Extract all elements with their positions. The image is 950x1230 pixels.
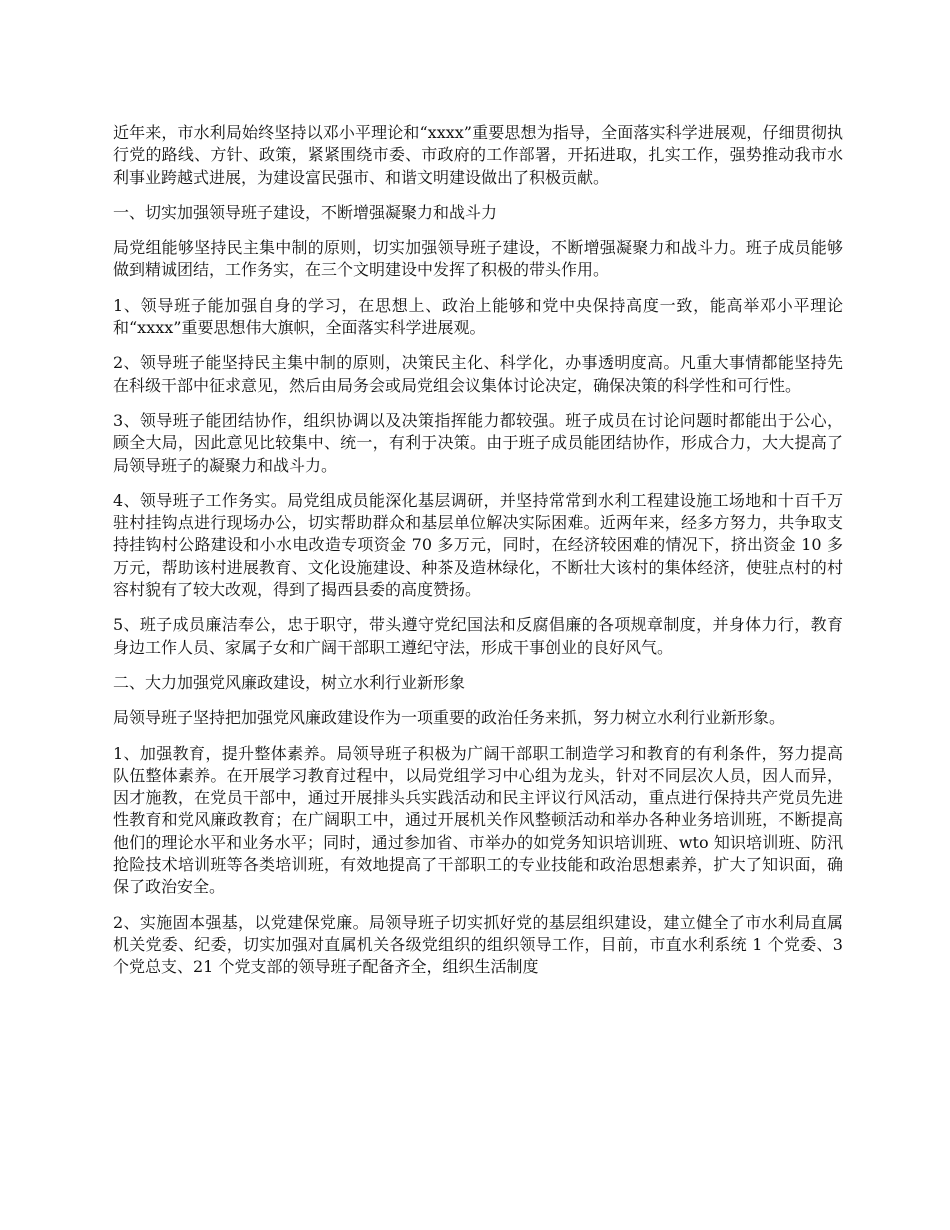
- section-1-item-4: 4、领导班子工作务实。局党组成员能深化基层调研，并坚持常常到水利工程建设施工场地和十百千万驻村挂钩点进行现场办公，切实帮助群众和基层单位解决实际困难。近两年来，经多方努力，共争取支持挂钩村公路建设和小水电改造专项资金 70 多万元，同时，在经济较困难的情况下，挤出资金 10 多万元，帮助该村进展教育、文化设施建设、种茶及造林绿化，不断壮大该村的集体经济，使驻点村的村容村貌有了较大改观，得到了揭西县委的高度赞扬。: [113, 490, 843, 600]
- section-2-intro: 局领导班子坚持把加强党风廉政建设作为一项重要的政治任务来抓，努力树立水利行业新形象。: [113, 708, 786, 728]
- section-1-intro: 局党组能够坚持民主集中制的原则，切实加强领导班子建设，不断增强凝聚力和战斗力。班子成员能够做到精诚团结，工作务实，在三个文明建设中发挥了积极的带头作用。: [113, 238, 843, 280]
- section-1-item-1: 1、领导班子能加强自身的学习，在思想上、政治上能够和党中央保持高度一致，能高举邓小平理论和“xxxx”重要思想伟大旗帜，全面落实科学进展观。: [113, 295, 843, 338]
- intro-paragraph: 近年来，市水利局始终坚持以邓小平理论和“xxxx”重要思想为指导，全面落实科学进展观，仔细贯彻执行党的路线、方针、政策，紧紧围绕市委、市政府的工作部署，开拓进取，扎实工作，强势推动我市水利事业跨越式进展，为建设富民强市、和谐文明建设做出了积极贡献。: [113, 123, 843, 187]
- section-1-item-5: 5、班子成员廉洁奉公，忠于职守，带头遵守党纪国法和反腐倡廉的各项规章制度，并身体力行，教育身边工作人员、家属子女和广阔干部职工遵纪守法，形成干事创业的良好风气。: [113, 615, 843, 657]
- section-1-item-2: 2、领导班子能坚持民主集中制的原则，决策民主化、科学化，办事透明度高。凡重大事情都能坚持先在科级干部中征求意见，然后由局务会或局党组会议集体讨论决定，确保决策的科学性和可行性。: [113, 353, 843, 395]
- section-2-item-2: 2、实施固本强基，以党建保党廉。局领导班子切实抓好党的基层组织建设，建立健全了市水利局直属机关党委、纪委，切实加强对直属机关各级党组织的组织领导工作，目前，市直水利系统 1 个党委、3 个党总支、21 个党支部的领导班子配备齐全，组织生活制度: [113, 912, 843, 977]
- section-1-item-3: 3、领导班子能团结协作，组织协调以及决策指挥能力都较强。班子成员在讨论问题时都能出于公心，顾全大局，因此意见比较集中、统一，有利于决策。由于班子成员能团结协作，形成合力，大大提高了局领导班子的凝聚力和战斗力。: [113, 410, 843, 475]
- section-heading-1: 一、切实加强领导班子建设，不断增强凝聚力和战斗力: [113, 202, 498, 222]
- document-page: [113, 122, 843, 992]
- section-2-item-1: 1、加强教育，提升整体素养。局领导班子积极为广阔干部职工制造学习和教育的有利条件，努力提高队伍整体素养。在开展学习教育过程中，以局党组学习中心组为龙头，针对不同层次人员，因人而异，因才施教，在党员干部中，通过开展排头兵实践活动和民主评议行风活动，重点进行保持共产党员先进性教育和党风廉政教育；在广阔职工中，通过开展机关作风整顿活动和举办各种业务培训班，不断提高他们的理论水平和业务水平；同时，通过参加省、市举办的如党务知识培训班、wto 知识培训班、防汛抢险技术培训班等各类培训班，有效地提高了干部职工的专业技能和政治思想素养，扩大了知识面，确保了政治安全。: [113, 743, 843, 897]
- section-heading-2: 二、大力加强党风廉政建设，树立水利行业新形象: [113, 672, 466, 692]
